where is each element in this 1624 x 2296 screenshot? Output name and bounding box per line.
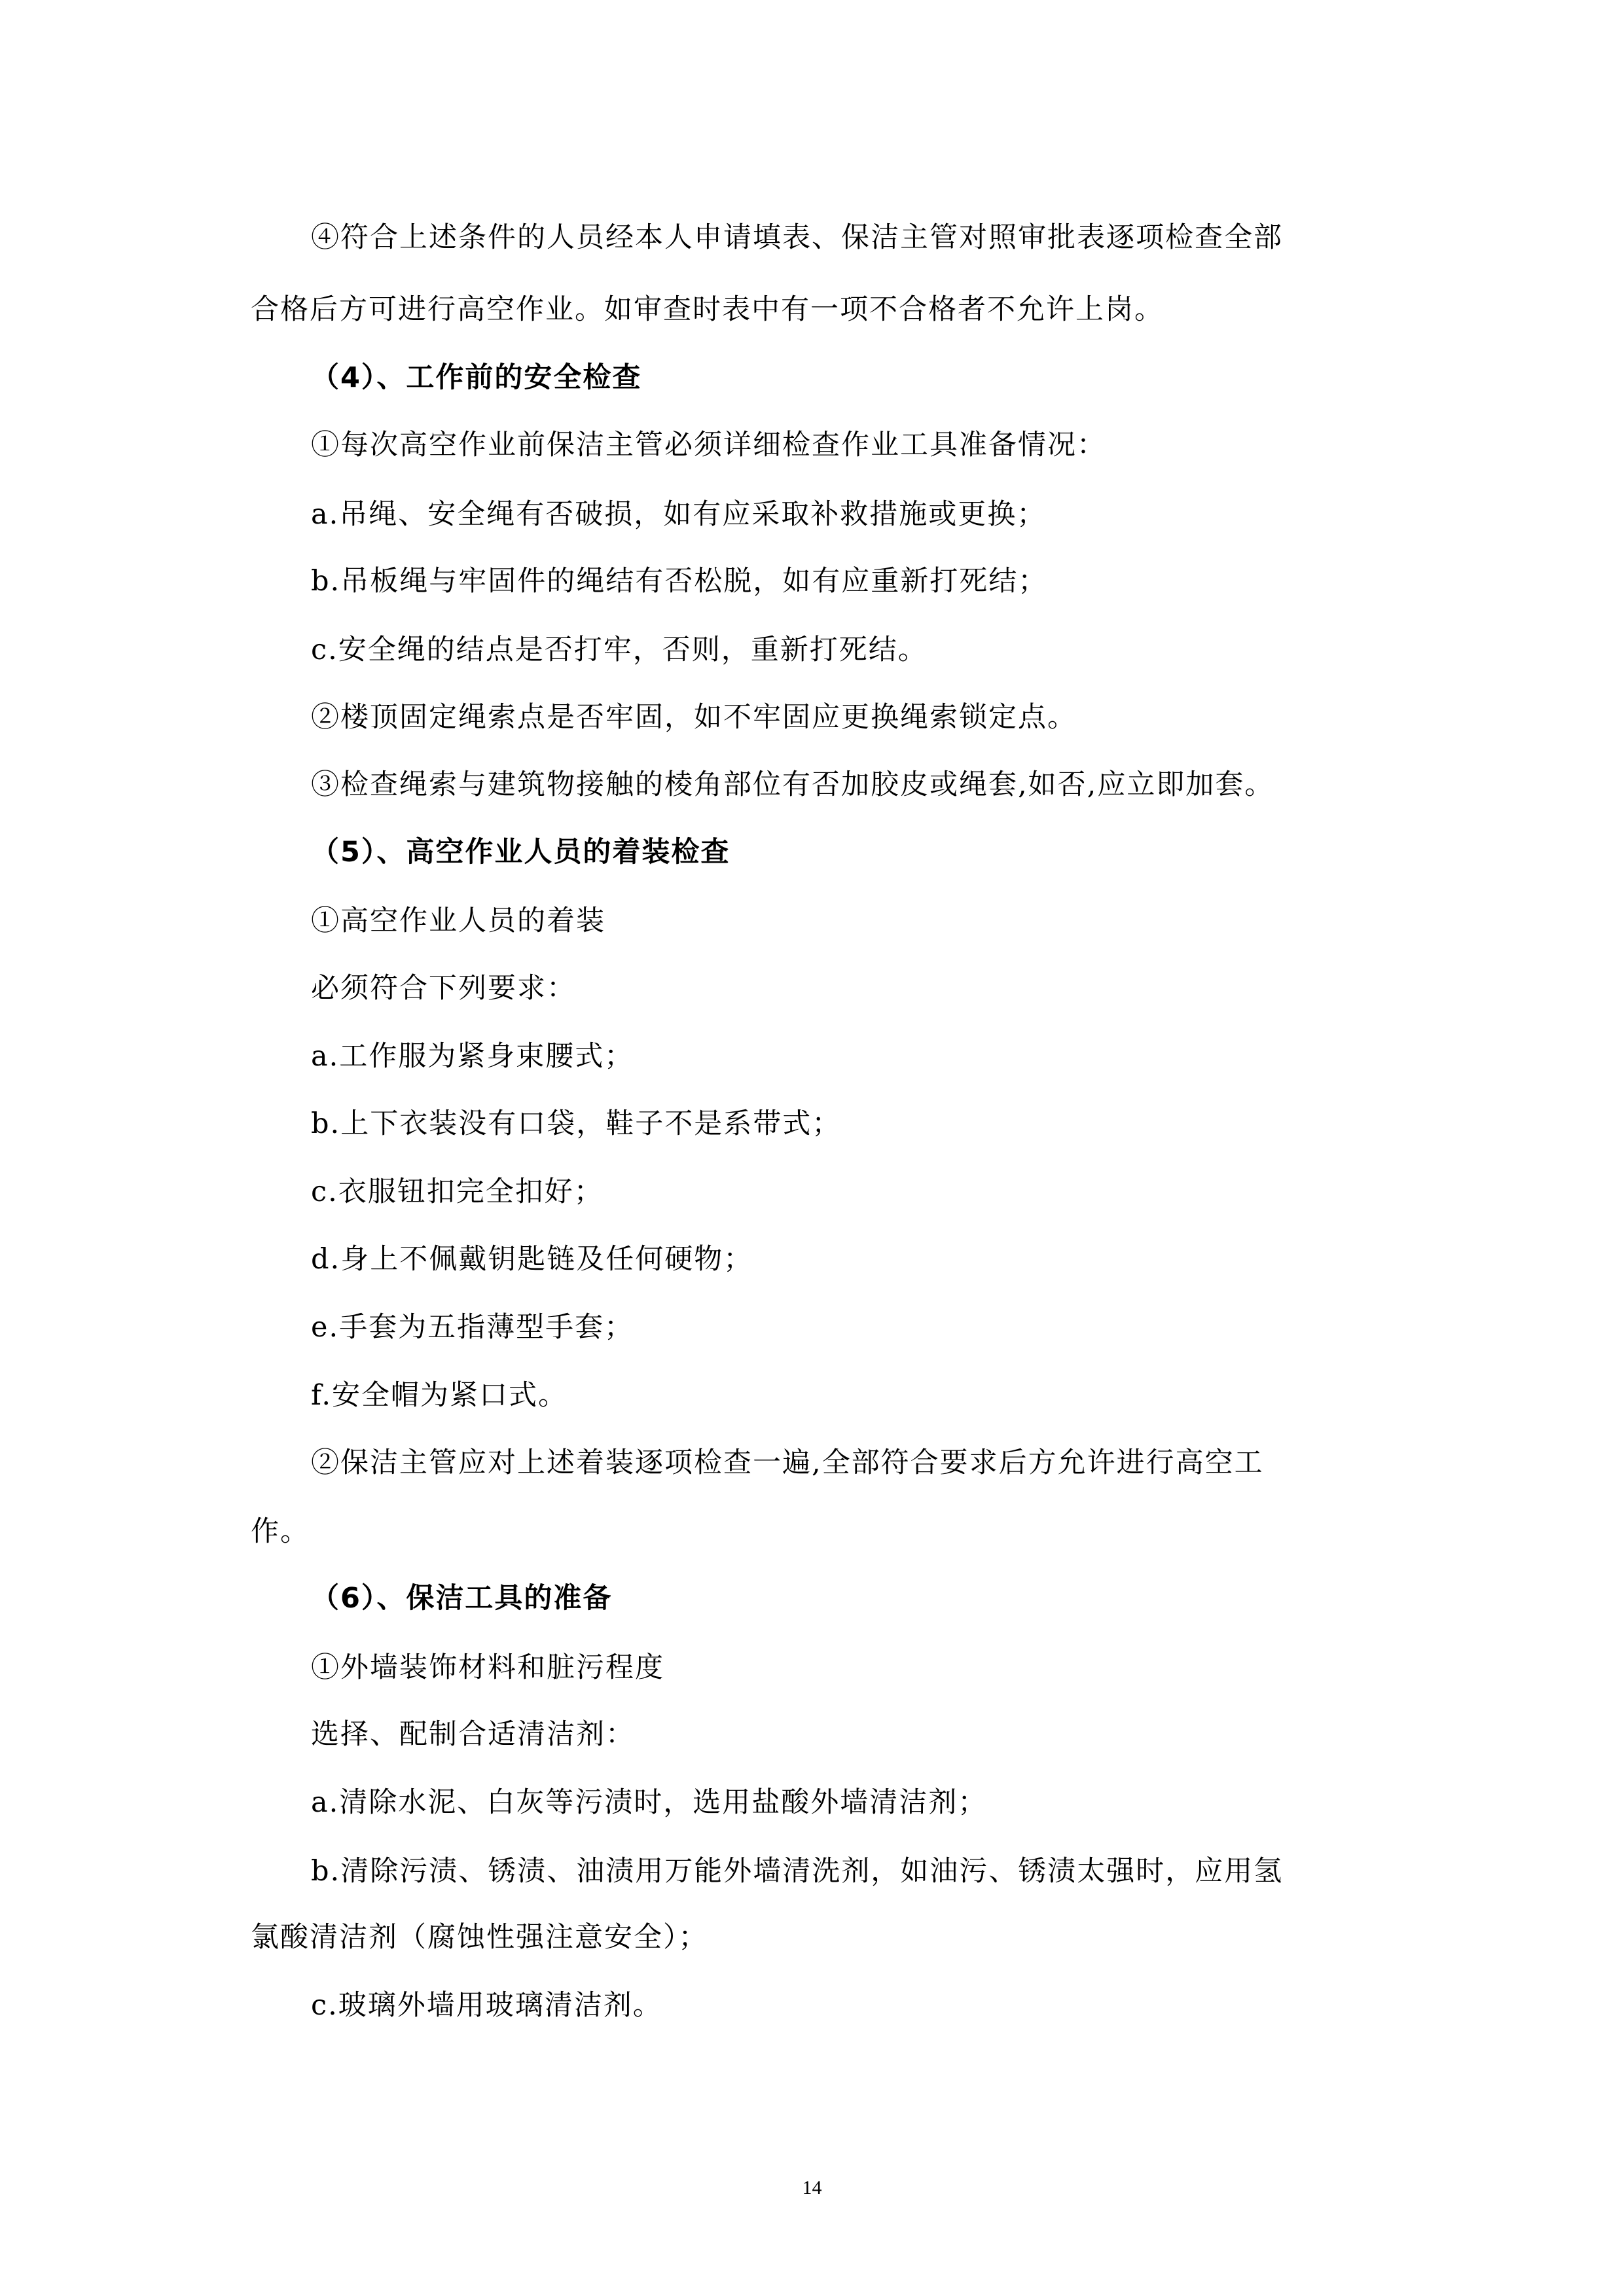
list-item: b.上下衣装没有口袋，鞋子不是系带式； <box>311 1107 842 1140</box>
list-item: a.工作服为紧身束腰式； <box>311 1040 634 1073</box>
paragraph-line: 选择、配制合适清洁剂： <box>311 1718 635 1751</box>
page-number: 14 <box>802 2177 822 2198</box>
list-item: c.衣服钮扣完全扣好； <box>311 1175 604 1208</box>
section-heading-4: （4）、工作前的安全检查 <box>311 361 642 394</box>
paragraph-line: 作。 <box>251 1515 310 1548</box>
list-item: a.清除水泥、白灰等污渍时，选用盐酸外墙清洁剂； <box>311 1786 988 1819</box>
paragraph-line: 氯酸清洁剂（腐蚀性强注意安全）； <box>251 1921 708 1954</box>
paragraph-line: 合格后方可进行高空作业。如审查时表中有一项不合格者不允许上岗。 <box>251 293 1164 326</box>
paragraph-line: ①每次高空作业前保洁主管必须详细检查作业工具准备情况： <box>311 429 1106 461</box>
list-item: b.清除污渍、锈渍、油渍用万能外墙清洗剂，如油污、锈渍太强时，应用氢 <box>311 1855 1284 1888</box>
paragraph-line: ①外墙装饰材料和脏污程度 <box>311 1651 664 1684</box>
list-item: b.吊板绳与牢固件的绳结有否松脱，如有应重新打死结； <box>311 565 1048 598</box>
list-item: a.吊绳、安全绳有否破损，如有应采取补救措施或更换； <box>311 498 1047 531</box>
list-item: c.玻璃外墙用玻璃清洁剂。 <box>311 1989 662 2022</box>
paragraph-line: ③检查绳索与建筑物接触的棱角部位有否加胶皮或绳套,如否,应立即加套。 <box>311 768 1274 801</box>
list-item: e.手套为五指薄型手套； <box>311 1311 634 1344</box>
list-item: f.安全帽为紧口式。 <box>311 1379 568 1412</box>
list-item: d.身上不佩戴钥匙链及任何硬物； <box>311 1243 753 1276</box>
section-heading-5: （5）、高空作业人员的着装检查 <box>311 836 731 869</box>
list-item: c.安全绳的结点是否打牢，否则，重新打死结。 <box>311 634 928 666</box>
paragraph-line: ④符合上述条件的人员经本人申请填表、保洁主管对照审批表逐项检查全部 <box>311 221 1283 254</box>
paragraph-line: ②楼顶固定绳索点是否牢固，如不牢固应更换绳索锁定点。 <box>311 701 1077 734</box>
paragraph-line: ②保洁主管应对上述着装逐项检查一遍,全部符合要求后方允许进行高空工 <box>311 1446 1264 1479</box>
section-heading-6: （6）、保洁工具的准备 <box>311 1582 613 1615</box>
paragraph-line: 必须符合下列要求： <box>311 972 576 1005</box>
paragraph-line: ①高空作业人员的着装 <box>311 905 605 937</box>
